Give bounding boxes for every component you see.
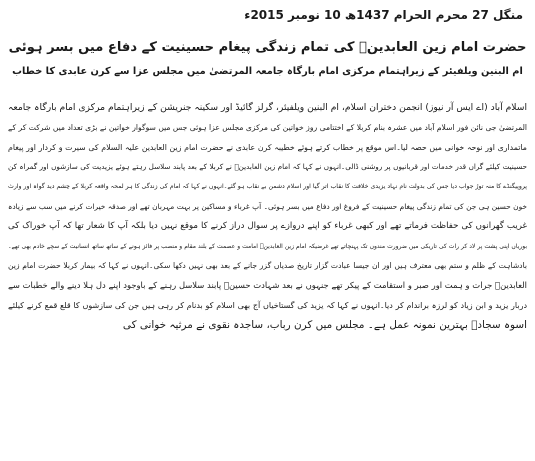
body-line: بوریاں اپنی پشت پر لاد کر رات کی تاریکی میں ضرورت مندوں تک پہنچاتے تھے غرضیکہ امام زین العابدینؑ امامت و عصمت کے بلند مقام و منصب پر فائز ہونے کے ساتھ ساتھ انسانیت کے سچے خادم بھی تھے۔ <box>8 242 527 250</box>
body-line: ماتمداری اور نوحہ خوانی میں حصہ لیا۔اس موقع پر خطاب کرتے ہوئے خطیبہ کرن عابدی نے حضرت امام زین العابدین علیہ السلام کی سیرت و کردار اور پیغام <box>8 142 527 152</box>
body-line: پروپیگنڈے کا منہ توڑ جواب دیا جس کی بدولت نام نہاد یزیدی خلافت کا نقاب اتر گیا اور اسلام دشمن بے نقاب ہو گئے۔انہوں نے کہا کہ امام کی زندگی کا ہر لمحہ واقعہ کربلا کے چشم دید گواہ اور وارث <box>8 183 527 191</box>
body-line: بادشاہت کے ظلم و ستم بھی معترف ہیں اور ان جیسا عبادت گزار تاریخ صدیاں گزر جانے کے بعد بھی نہیں دکھا سکی۔انہوں نے کہا کہ بیمار کربلا حضرت امام زین <box>8 261 527 271</box>
subheadline: ام البنین ویلفیئر کے زیراہتمام مرکزی امام بارگاہ جامعہ المرتضیٰ میں مجلس عزا سے کرن عابدی کا خطاب <box>12 66 523 77</box>
body-line: المرتضیٰ جی نائن فور اسلام آباد میں عشرہ بنام کربلا کے اختتامی روز خواتین کی مرکزی مجلس عزا ہوئی جس میں سوگوار خواتین نے بڑی تعداد میں شرکت کر کے <box>8 122 527 132</box>
body-line: اسلام آباد (اے ایس آر نیوز) انجمن دختران اسلام، ام البنین ویلفیئر، گرلز گائیڈ اور سکینہ جنریشن کے زیراہتمام مرکزی امام بارگاہ جامعہ <box>8 102 527 113</box>
dateline: منگل 27 محرم الحرام 1437ھ 10 نومبر 2015ء <box>244 8 523 22</box>
body-line: خون حسین ہی جن کی تمام زندگی پیغام حسینیت کے فروغ اور دفاع میں بسر ہوئی۔ آپ غرباء و مساکین پر بہت مہربان تھے اور صدقہ خیرات کرنے میں سب سے زیادہ <box>8 201 527 211</box>
body-line: حسینیت کیلئے گراں قدر خدمات اور قربانیوں پر روشنی ڈالی۔انہوں نے کہا کہ امام زین العابدینؑ نے کربلا کے بعد پابند سلاسل رہتے ہوئے یزیدیت کی سازشوں اور گمراہ کن <box>8 162 527 172</box>
headline: حضرت امام زین العابدینؑ کی تمام زندگی پیغام حسینیت کے دفاع میں بسر ہوئی <box>8 40 527 55</box>
body-line: اسوہ سجادؑ بہترین نمونہ عمل ہے۔ مجلس میں کرن رباب، ساجدہ نقوی نے مرثیہ خوانی کی <box>122 318 527 331</box>
body-line: دربار یزید و ابن زیاد کو لرزہ براندام کر دیا۔انہوں نے کہا کہ یزید کی گستاخیاں آج بھی اسلام کو بدنام کر رہی ہیں جن کی سازشوں کا قلع قمع کرنے کیلئے <box>8 300 527 310</box>
body-line: العابدینؑ جرات و ہمت اور صبر و استقامت کے پیکر تھے جنہوں نے بعد شہادت حسینؑ پابند سلاسل رہنے کے باوجود اپنے دل ہلا دینے والے خطبات سے <box>8 280 527 291</box>
article-body <box>8 98 527 336</box>
body-line: غریب گھرانوں کی حفاظت فرماتے تھے اور کبھی غرباء کو اپنے دروازے پر سوال دراز کرنے کا موقع نہیں دیا بلکہ آپ کا شعار تھا کہ آپ خوراک کی <box>8 220 527 231</box>
